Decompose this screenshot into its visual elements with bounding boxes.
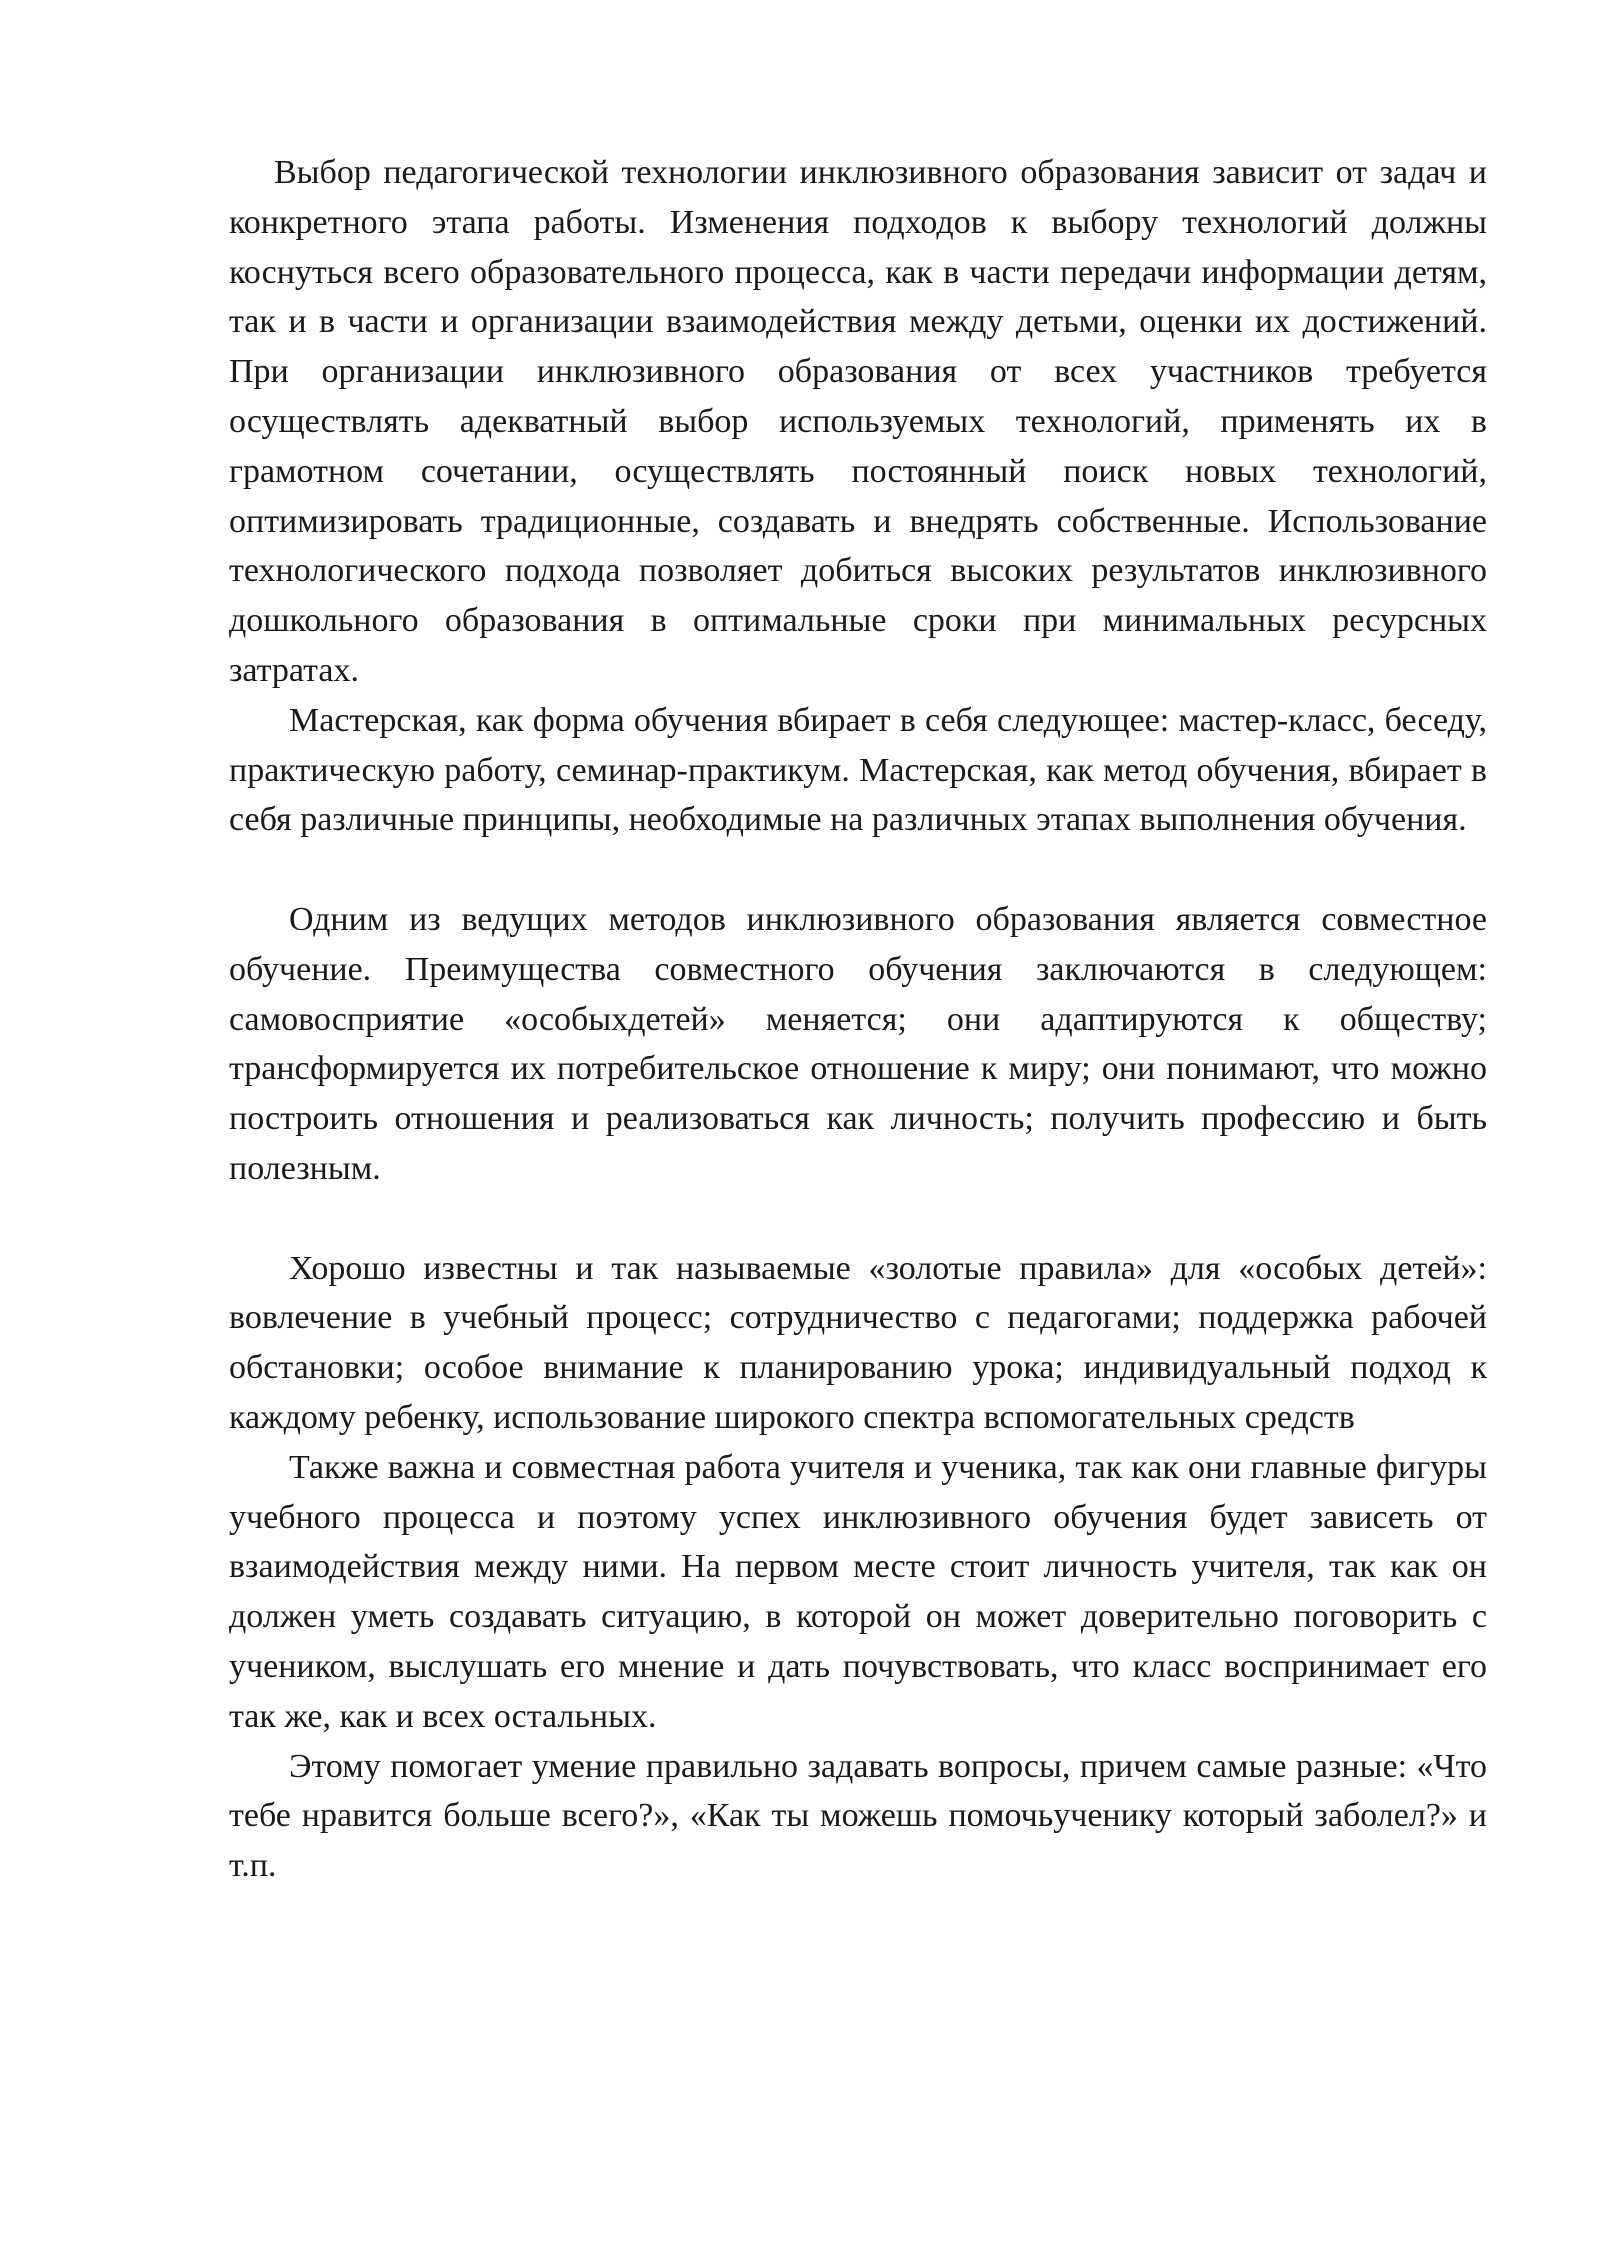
paragraph-spacer [229,845,1487,895]
paragraph-questions: Этому помогает умение правильно задавать вопросы, причем самые разные: «Что тебе нравится больше всего?», «Как ты можешь помочьученику который заболел?» и т.п. [229,1747,1487,1885]
paragraph-teacher-student: Также важна и совместная работа учителя и ученика, так как они главные фигуры учебного процесса и поэтому успех инклюзивного обучения будет зависеть от взаимодействия между ними. На первом месте стоит личность учителя, так как он должен уметь создавать ситуацию, в которой он может доверительно поговорить с учеником, выслушать его мнение и дать почувствовать, что класс воспринимает его так же, как и всех остальных. [229,1448,1487,1735]
document-page [229,148,1487,1891]
paragraph-technology-choice: Выбор педагогической технологии инклюзивного образования зависит от задач и конкретного этапа работы. Изменения подходов к выбору технологий должны коснуться всего образовательного процесса, как в части передачи информации детям, так и в части и организации взаимодействия между детьми, оценки их достижений. При организации инклюзивного образования от всех участников требуется осуществлять адекватный выбор используемых технологий, применять их в грамотном сочетании, осуществлять постоянный поиск новых технологий, оптимизировать традиционные, создавать и внедрять собственные. Использование технологического подхода позволяет добиться высоких результатов инклюзивного дошкольного образования в оптимальные сроки при минимальных ресурсных затратах. [229,154,1487,689]
paragraph-golden-rules: Хорошо известны и так называемые «золотые правила» для «особых детей»: вовлечение в учебный процесс; сотрудничество с педагогами; поддержка рабочей обстановки; особое внимание к планированию урока; индивидуальный подход к каждому ребенку, использование широкого спектра вспомогательных средств [229,1249,1487,1436]
paragraph-spacer [229,1194,1487,1244]
paragraph-workshop: Мастерская, как форма обучения вбирает в себя следующее: мастер-класс, беседу, практическую работу, семинар-практикум. Мастерская, как метод обучения, вбирает в себя различные принципы, необходимые на различных этапах выполнения обучения. [229,701,1487,839]
paragraph-joint-learning: Одним из ведущих методов инклюзивного образования является совместное обучение. Преимущества совместного обучения заключаются в следующем: самовосприятие «особыхдетей» меняется; они адаптируются к обществу; трансформируется их потребительское отношение к миру; они понимают, что можно построить отношения и реализоваться как личность; получить профессию и быть полезным. [229,900,1487,1187]
